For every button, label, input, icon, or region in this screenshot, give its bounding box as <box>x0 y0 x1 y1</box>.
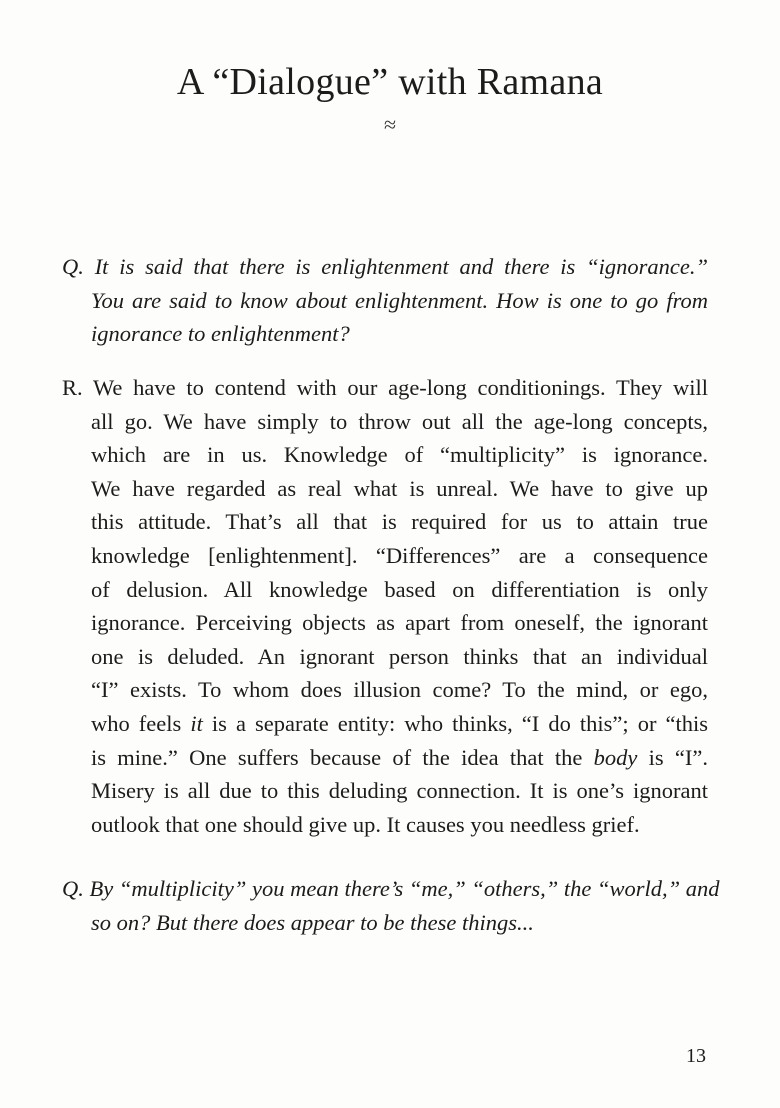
text-segment: of delusion. All knowledge based on differentiation is only <box>91 576 708 602</box>
text-segment: outlook that one should give up. It causes you needless grief. <box>91 811 640 837</box>
chapter-title: A “Dialogue” with Ramana <box>176 61 604 103</box>
text-segment: so on? But there does appear to be these things... <box>91 909 534 935</box>
text-line <box>62 808 708 842</box>
question-paragraph <box>62 872 720 939</box>
text-segment: this attitude. That’s all that is required for us to attain true <box>91 509 708 535</box>
text-segment: who feels <box>91 710 191 736</box>
text-line <box>62 371 708 405</box>
text-line <box>62 707 708 741</box>
question-paragraph <box>62 250 708 351</box>
text-segment: R. We have to contend with our age-long conditionings. They will <box>62 375 708 400</box>
text-line <box>62 250 708 284</box>
text-segment: We have regarded as real what is unreal. We have to give up <box>91 475 708 501</box>
text-segment: Misery is all due to this deluding connection. It is one’s ignorant <box>91 778 708 804</box>
text-segment: You are said to know about enlightenment. How is one to go from <box>91 287 708 313</box>
text-segment: “I” exists. To whom does illusion come? To the mind, or ego, <box>91 677 708 703</box>
text-segment: knowledge [enlightenment]. “Differences” are a consequence <box>91 542 708 568</box>
text-segment: ignorance to enlightenment? <box>91 321 350 347</box>
text-line <box>62 472 708 506</box>
text-segment: Q. By “multiplicity” you mean there’s “me,” “others,” the “world,” and <box>62 876 720 901</box>
text-line <box>62 640 708 674</box>
text-segment: is mine.” One suffers because of the idea that the <box>91 744 594 770</box>
text-line <box>62 505 708 539</box>
text-segment: all go. We have simply to throw out all the age-long concepts, <box>91 408 708 434</box>
text-line <box>62 573 708 607</box>
text-segment: Q. It is said that there is enlightenment and there is “ignorance.” <box>62 254 708 279</box>
text-line <box>62 872 720 906</box>
text-line <box>62 774 708 808</box>
text-line <box>62 317 708 351</box>
page-number: 13 <box>686 1045 706 1067</box>
text-line <box>62 606 708 640</box>
response-paragraph <box>62 371 708 841</box>
text-line <box>62 906 708 940</box>
text-segment: is a separate entity: who thinks, “I do this”; or “this <box>202 710 708 736</box>
emphasized-word: body <box>593 744 638 770</box>
text-line <box>62 741 708 775</box>
text-line <box>62 673 708 707</box>
text-line <box>62 539 708 573</box>
text-segment: which are in us. Knowledge of “multiplicity” is ignorance. <box>91 442 708 468</box>
text-segment: one is deluded. An ignorant person thinks that an individual <box>91 643 708 669</box>
text-line <box>62 438 708 472</box>
emphasized-word: it <box>190 710 203 736</box>
text-segment: is “I”. <box>637 744 708 770</box>
text-segment: ignorance. Perceiving objects as apart from oneself, the ignorant <box>91 610 708 636</box>
ornament-icon: ≈ <box>383 112 397 137</box>
text-line <box>62 284 708 318</box>
text-line <box>62 405 708 439</box>
